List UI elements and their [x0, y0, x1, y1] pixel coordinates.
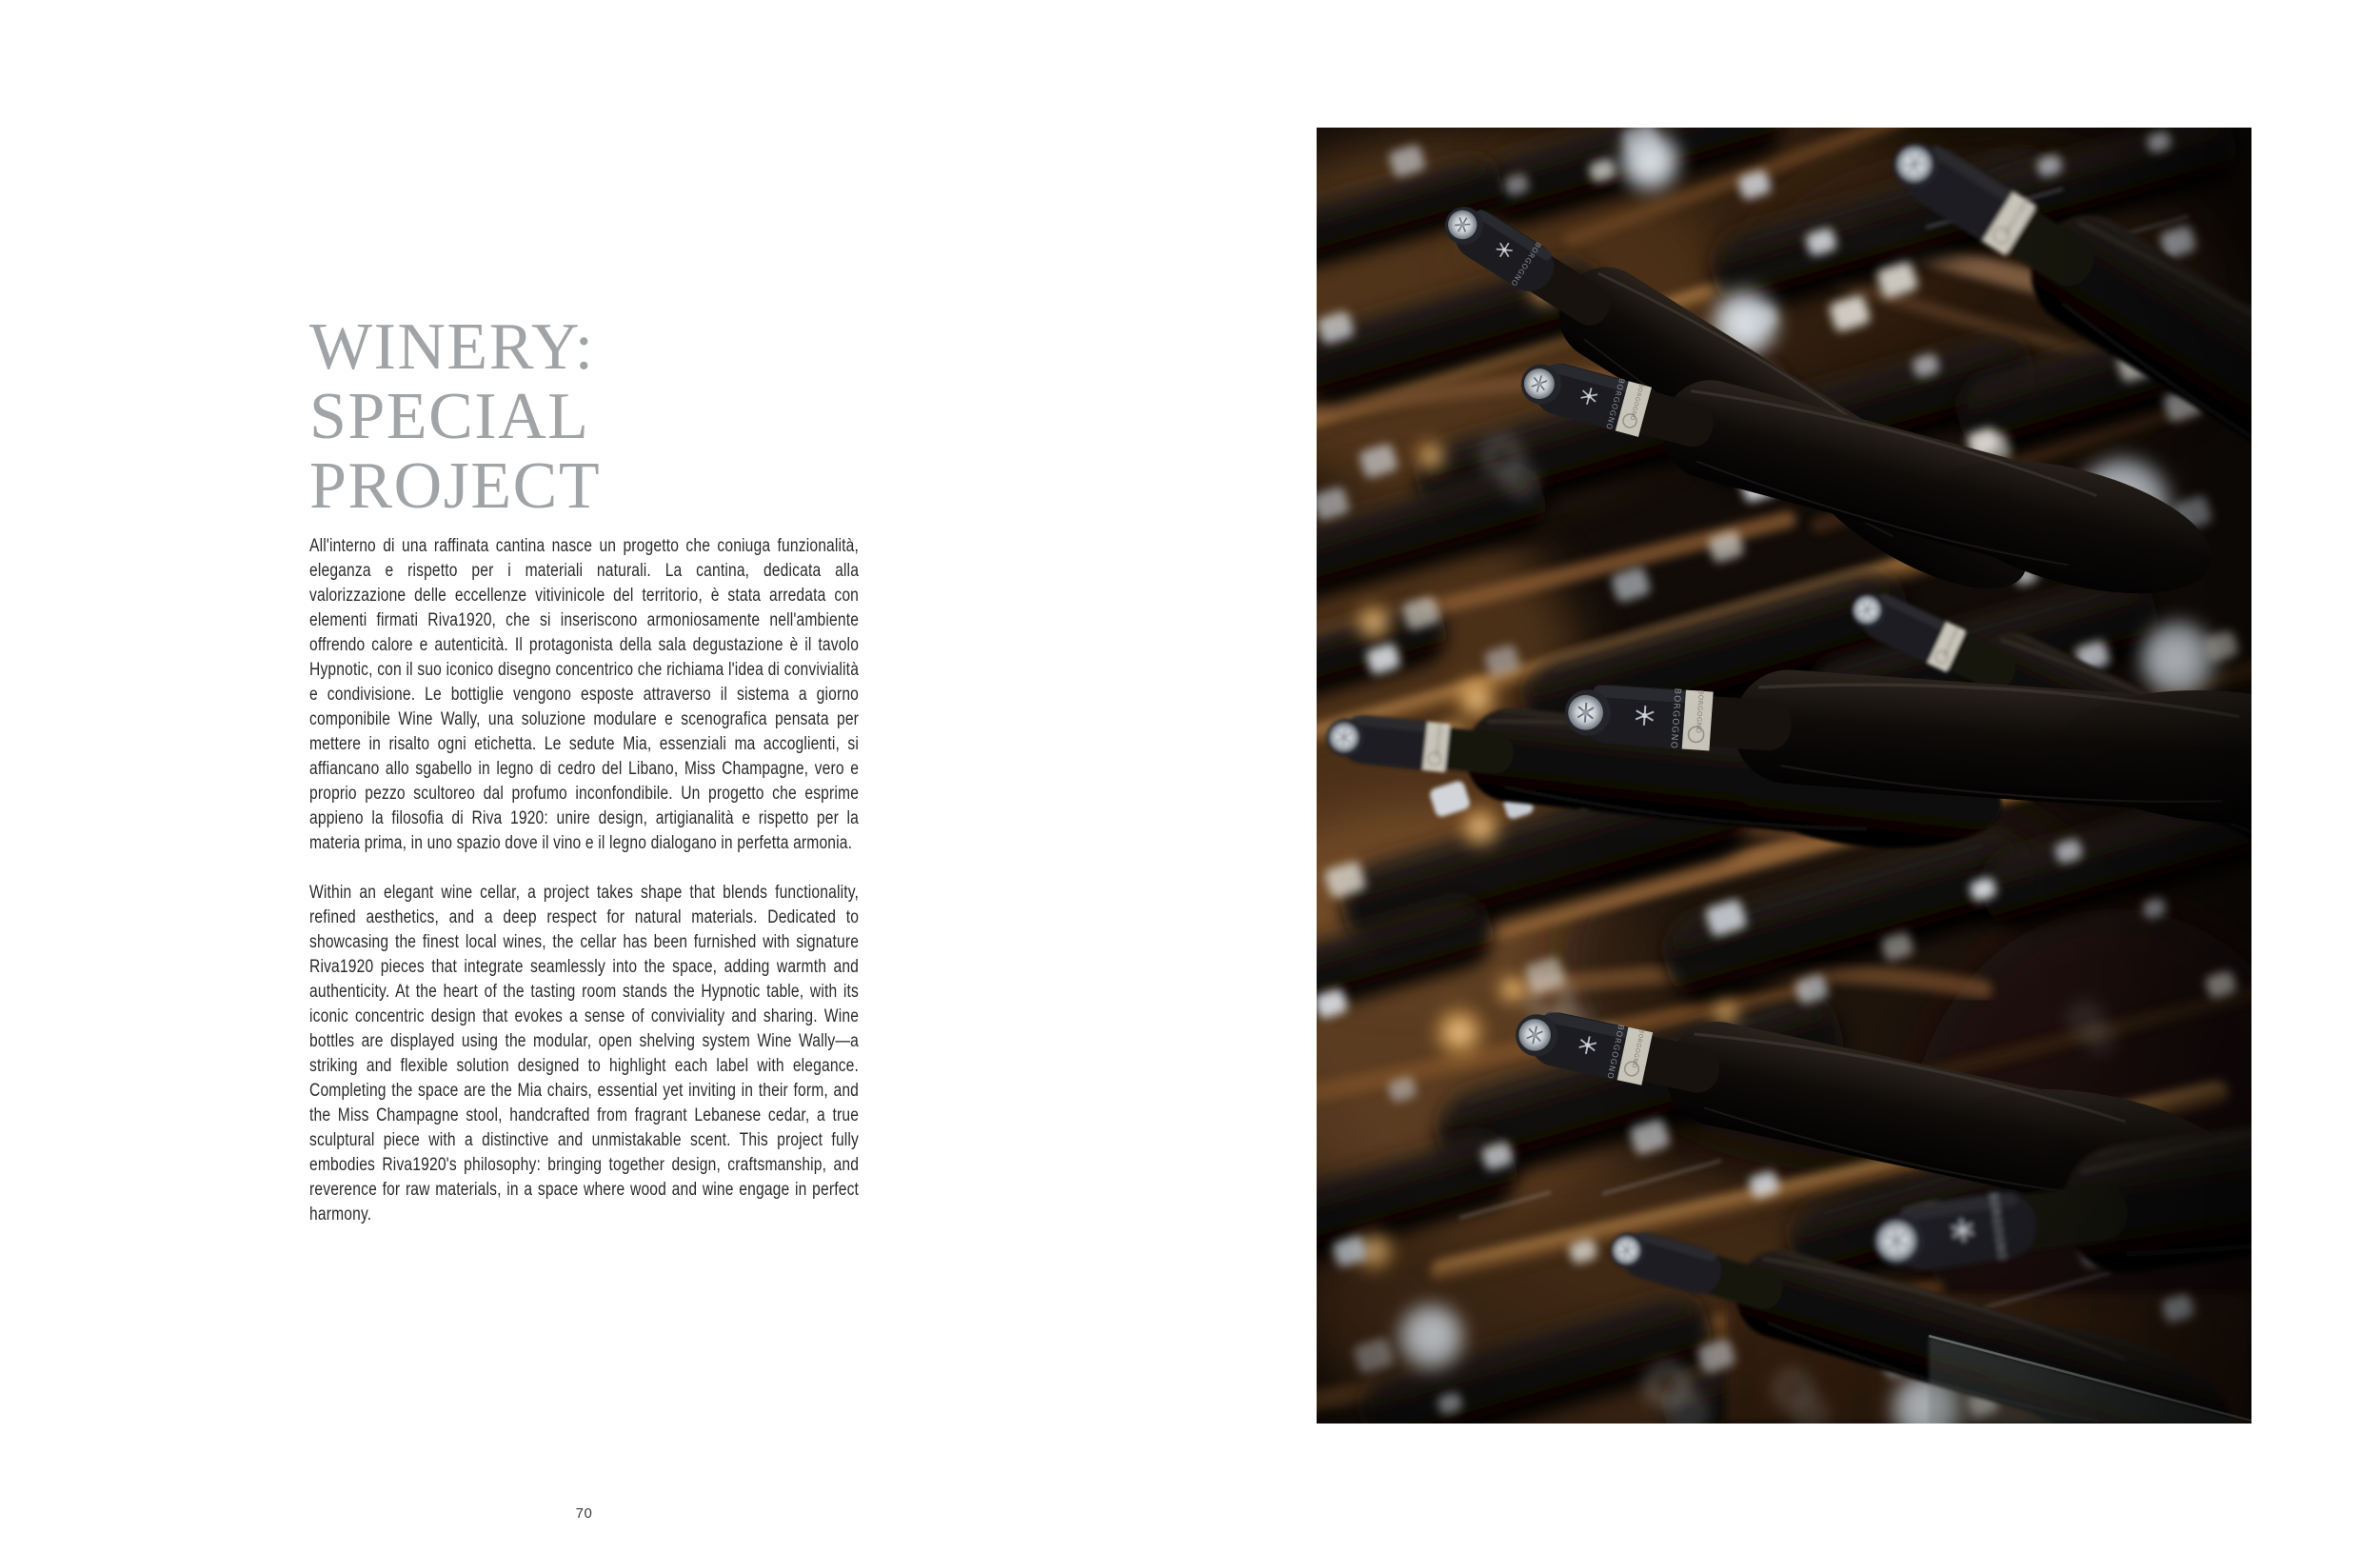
- paragraph-italian: All'interno di una raffinata cantina nasce un progetto che coniuga funzionalità, eleganza e rispetto per i materiali naturali. La cantina, dedicata alla valorizzazione delle eccellenze vitivinicole del territorio, è stata arredata con elementi firmati Riva1920, che si inseriscono armoniosamente nell'ambiente offrendo calore e autenticità. Il protagonista della sala degustazione è il tavolo Hypnotic, con il suo iconico disegno concentrico che richiama l'idea di convivialità e condivisione. Le bottiglie vengono esposte attraverso il sistema a giorno componibile Wine Wally, una soluzione modulare e scenografica pensata per mettere in risalto ogni etichetta. Le sedute Mia, essenziali ma accoglienti, si affiancano allo sgabello in legno di cedro del Libano, Miss Champagne, vero e proprio pezzo scultoreo dal profumo inconfondibile. Un progetto che esprime appieno la filosofia di Riva 1920: unire design, artigianalità e rispetto per la materia prima, in uno spazio dove il vino e il legno dialogano in perfetta armonia.: [309, 536, 860, 853]
- title-line-2: SPECIAL: [309, 380, 590, 453]
- title-line-3: PROJECT: [309, 449, 602, 523]
- wine-cellar-photo: [1317, 128, 2251, 1424]
- paragraph-english: Within an elegant wine cellar, a project takes shape that blends functionality, refined aesthetics, and a deep respect for natural materials. Dedicated to showcasing the finest local wines, the cellar has been furnished with signature Riva1920 pieces that integrate seamlessly into the space, adding warmth and authenticity. At the heart of the tasting room stands the Hypnotic table, with its iconic concentric design that evokes a sense of conviviality and sharing. Wine bottles are displayed using the modular, open shelving system Wine Wally—a striking and flexible solution designed to highlight each label with elegance. Completing the space are the Mia chairs, essential yet inviting in their form, and the Miss Champagne stool, handcrafted from fragrant Lebanese cedar, a true sculptural piece with a distinctive and unmistakable scent. This project fully embodies Riva1920's philosophy: bringing together design, craftsmanship, and reverence for raw materials, in a space where wood and wine engage in perfect harmony.: [309, 883, 860, 1224]
- wine-cellar-photo-art: [1317, 128, 2251, 1424]
- title-line-1: WINERY:: [309, 310, 595, 384]
- page-number: 70: [575, 1505, 593, 1522]
- body-copy: [309, 534, 859, 1227]
- page-title: [309, 312, 601, 521]
